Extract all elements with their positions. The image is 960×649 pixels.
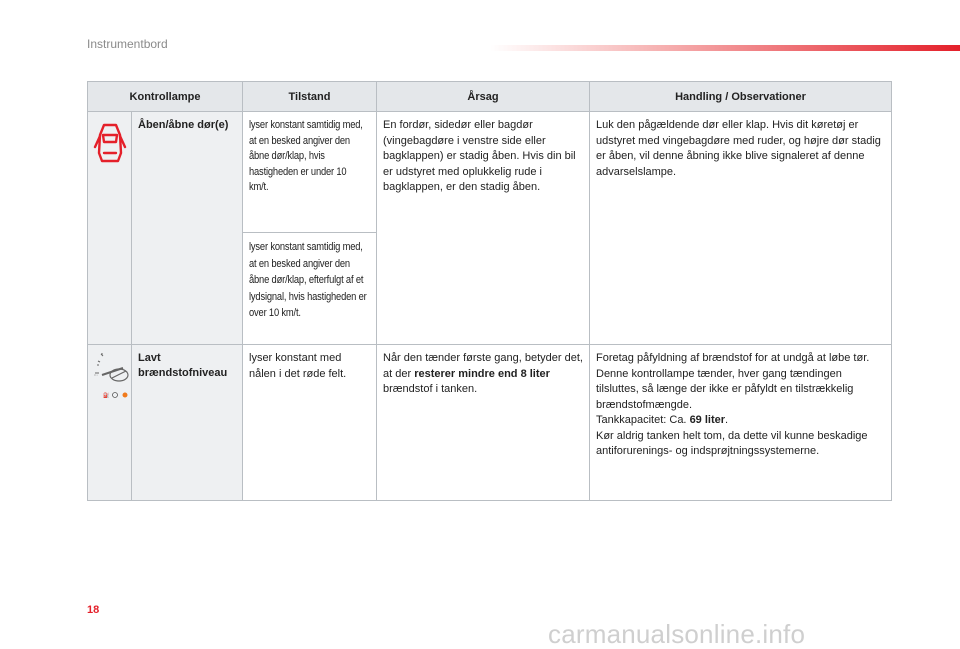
state-text: lyser konstant samtidig med, at en besked angiver den åbne dør/klap, hvis hastigheden er under 10 km/t.	[249, 119, 363, 193]
action-capacity-bold: 69 liter	[689, 414, 726, 426]
lamp-icon-cell	[88, 112, 132, 345]
cause-text-post: brændstof i tanken.	[383, 383, 478, 395]
header-accent-bar	[490, 45, 960, 51]
lamp-name-line1: Lavt	[138, 352, 161, 364]
header-cause: Årsag	[377, 82, 590, 112]
table-row	[88, 345, 892, 501]
page-number: 18	[87, 604, 100, 616]
action-text: Foretag påfyldning af brændstof for at undgå at løbe tør.	[596, 352, 870, 364]
cause-text-bold: resterer mindre end 8 liter	[414, 367, 550, 380]
state-cell	[243, 112, 377, 233]
state-text: lyser konstant med nålen i det røde felt.	[249, 352, 347, 380]
state-cell	[243, 233, 377, 345]
lamp-name-line2: brændstofniveau	[138, 367, 228, 379]
watermark: carmanualsonline.info	[548, 619, 806, 649]
lamp-icon-cell	[88, 345, 132, 501]
cause-text: En fordør, sidedør eller bagdør (vingebagdøre i venstre side eller bagklappen) er stadig åben. Hvis din bil er udstyret med oplukkelig rude i bagklappen, er den stadig åben.	[377, 112, 590, 345]
warning-lamp-table	[87, 81, 892, 501]
lamp-name	[132, 345, 243, 501]
table-row	[88, 112, 892, 233]
lamp-name: Åben/åbne dør(e)	[132, 112, 243, 345]
header-lamp: Kontrollampe	[88, 82, 243, 112]
action-cell	[590, 345, 892, 501]
cause-cell	[377, 345, 590, 501]
fuel-gauge-icon	[90, 351, 130, 403]
action-capacity-post: .	[725, 414, 729, 426]
action-capacity	[596, 413, 885, 429]
svg-text:0 ▪: 0 ▪	[93, 373, 98, 377]
action-text: Luk den pågældende dør eller klap. Hvis dit køretøj er udstyret med vingebagdøre med ruder, og højre dør stadig er åben, vil denne åbning ikke blive signaleret af denne advarselslampe.	[590, 112, 892, 345]
state-text: lyser konstant samtidig med, at en besked angiver den åbne dør/klap, efterfulgt af et lydsignal, hvis hastigheden er over 10 km/t.	[249, 241, 367, 319]
header-action: Handling / Observationer	[590, 82, 892, 112]
svg-text:⛽: ⛽	[102, 393, 109, 399]
cause-text-pre: Når den tænder første gang, betyder det, at der	[383, 352, 583, 380]
action-text: Kør aldrig tanken helt tom, da dette vil kunne beskadige antiforurenings- og indsprøjtningssystemerne.	[596, 429, 868, 457]
table-header-row	[88, 82, 892, 112]
action-capacity-pre: Tankkapacitet: Ca.	[596, 414, 687, 426]
car-door-open-icon	[93, 121, 127, 165]
action-text: Denne kontrollampe tænder, hver gang tændingen tilsluttes, så længe der ikke er påfyldt en tilstrækkelig brændstofmængde.	[596, 367, 854, 411]
state-cell	[243, 345, 377, 501]
header-state: Tilstand	[243, 82, 377, 112]
section-title: Instrumentbord	[87, 37, 168, 51]
